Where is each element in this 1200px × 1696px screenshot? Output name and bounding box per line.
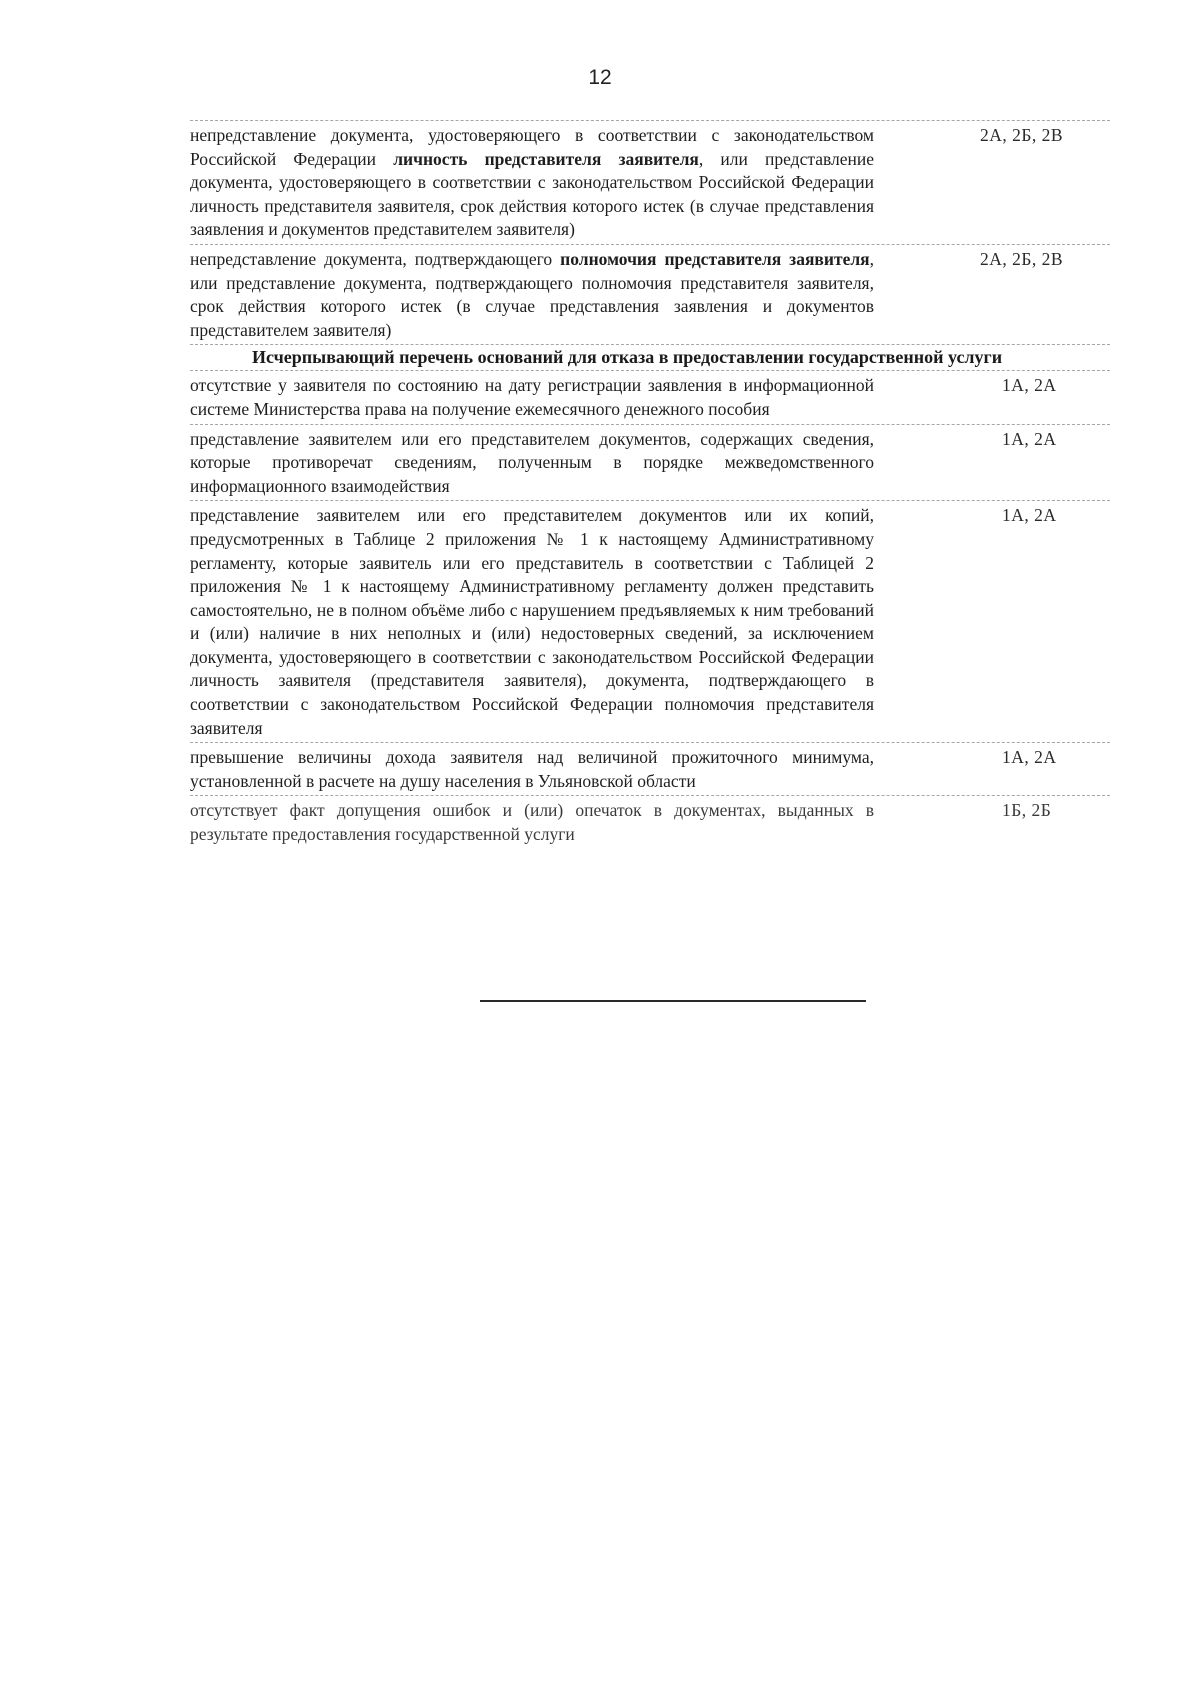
row-text bbox=[190, 124, 874, 242]
row-text: превышение величины дохода заявителя над величиной прожиточного минимума, установленной в расчете на душу населения в Ульяновской области bbox=[190, 747, 874, 791]
table-row bbox=[190, 743, 1110, 796]
row-code: 1А, 2А bbox=[1002, 428, 1057, 449]
row-text-emphasis: полномочия представителя заявителя bbox=[560, 248, 870, 269]
row-text bbox=[190, 248, 874, 342]
row-code: 1Б, 2Б bbox=[1002, 800, 1052, 821]
row-text-part: , или представление документа, подтверждающего полномочия представителя заявителя, срок действия которого истек (в случае представления заявления и документов представителем заявителя) bbox=[190, 248, 874, 340]
row-text: отсутствует факт допущения ошибок и (или) опечаток в документах, выданных в результате предоставления государственной услуги bbox=[190, 800, 874, 845]
row-text: представление заявителем или его представителем документов или их копий, предусмотренных в Таблице 2 приложения № 1 к настоящему Административному регламенту, которые заявитель или его представитель в соответствии с Таблицей 2 приложения № 1 к настоящему Административному регламенту должен представить самостоятельно, не в полном объёме либо с нарушением предъявляемых к ним требований и (или) наличие в них неполных и (или) недостоверных сведений, за исключением документа, удостоверяющего в соответствии с законодательством Российской Федерации личность заявителя (представителя заявителя), документа, подтверждающего в соответствии с законодательством Российской Федерации полномочия представителя заявителя bbox=[190, 505, 874, 738]
row-code: 2А, 2Б, 2В bbox=[980, 248, 1064, 269]
row-text-emphasis: личность представителя заявителя bbox=[393, 148, 699, 169]
row-text: отсутствие у заявителя по состоянию на дату регистрации заявления в информационной системе Министерства права на получение ежемесячного денежного пособия bbox=[190, 375, 874, 419]
grounds-table bbox=[190, 120, 1110, 849]
row-code: 1А, 2А bbox=[1002, 505, 1057, 526]
table-row bbox=[190, 796, 1110, 848]
row-code: 1А, 2А bbox=[1002, 375, 1057, 396]
row-code: 2А, 2Б, 2В bbox=[980, 125, 1064, 145]
row-text-part: непредставление документа, удостоверяющего в соответствии с законодательством Российской Федерации bbox=[190, 125, 874, 169]
end-divider bbox=[480, 1000, 866, 1002]
row-text-part: непредставление документа, подтверждающего bbox=[190, 248, 561, 269]
row-text-part: , или представление документа, удостоверяющего в соответствии с законодательством Российской Федерации личность представителя заявителя, срок действия которого истек (в случае представления заявления и документов представителем заявителя) bbox=[190, 148, 874, 240]
page-number: 12 bbox=[588, 66, 612, 89]
section-heading: Исчерпывающий перечень оснований для отказа в предоставлении государственной услуги bbox=[190, 345, 1110, 371]
table-row bbox=[190, 245, 1110, 345]
table-row bbox=[190, 371, 1110, 424]
row-code: 1А, 2А bbox=[1002, 747, 1057, 768]
table-row bbox=[190, 425, 1110, 502]
row-text: представление заявителем или его представителем документов, содержащих сведения, которые противоречат сведениям, полученным в порядке межведомственного информационного взаимодействия bbox=[190, 428, 874, 496]
table-row bbox=[190, 501, 1110, 743]
table-row bbox=[190, 120, 1110, 245]
